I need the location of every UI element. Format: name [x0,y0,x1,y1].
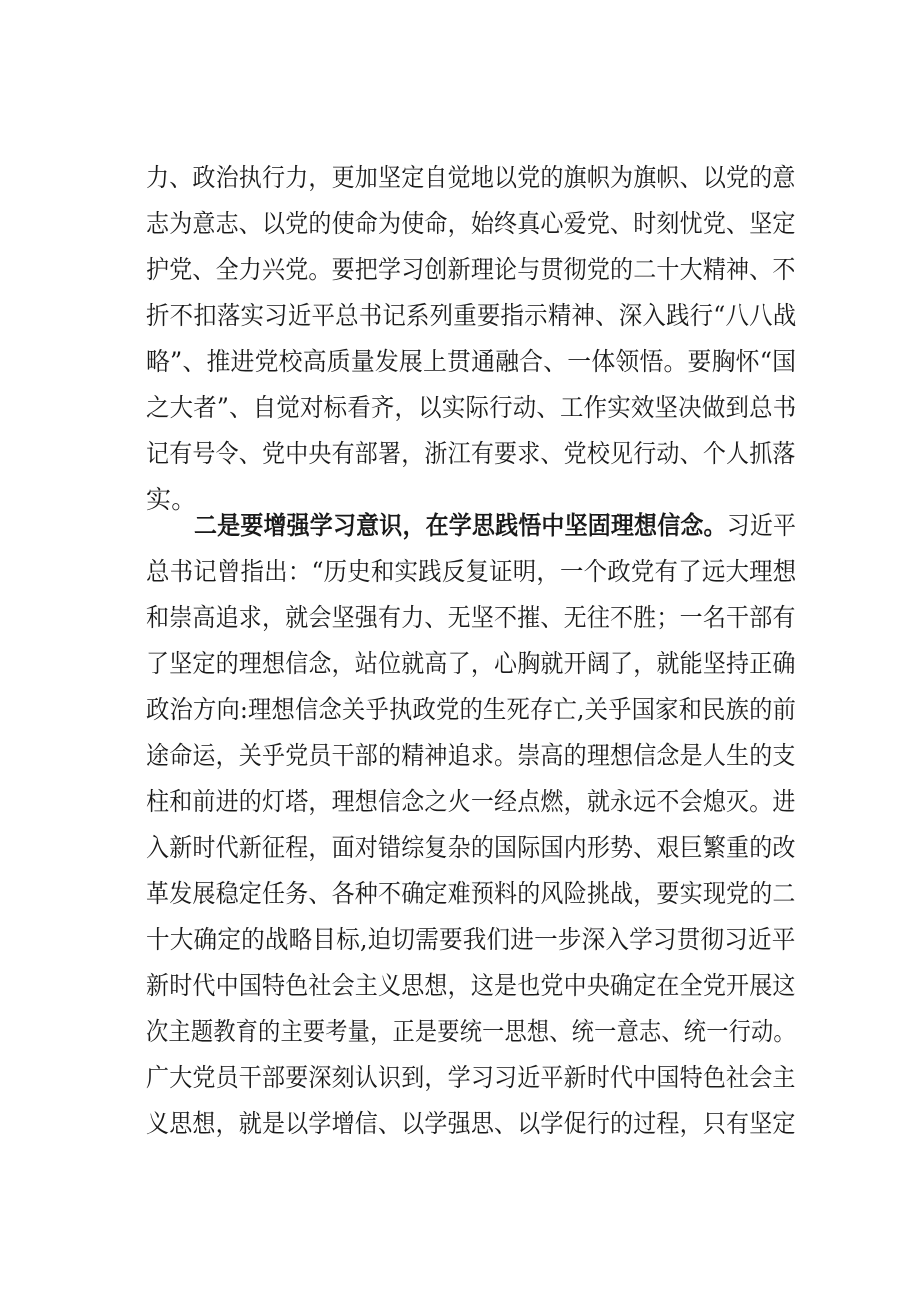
text-line: 总书记曾指出：“历史和实践反复证明，一个政党有了远大理想 [146,557,797,586]
text-line: 革发展稳定任务、各种不确定难预料的风险挑战，要实现党的二 [146,879,796,908]
text-line: 了坚定的理想信念，站位就高了，心胸就开阔了，就能坚持正确 [146,649,796,678]
text-line: 十大确定的战略目标,迫切需要我们进一步深入学习贯彻习近平 [146,925,796,954]
text-line: 入新时代新征程，面对错综复杂的国际国内形势、艰巨繁重的改 [146,833,796,862]
text-line: 新时代中国特色社会主义思想，这是也党中央确定在全党开展这 [146,971,796,1000]
text-line: 之大者”、自觉对标看齐，以实际行动、工作实效坚决做到总书 [146,393,797,422]
text-line: 政治方向:理想信念关乎执政党的生死存亡,关乎国家和民族的前 [146,695,797,724]
text-line: 柱和前进的灯塔，理想信念之火一经点燃，就永远不会熄灭。进 [146,787,796,816]
text-line: 次主题教育的主要考量，正是要统一思想、统一意志、统一行动。 [146,1017,796,1046]
paragraph-2-first-line [194,506,796,546]
text-line: 护党、全力兴党。要把学习创新理论与贯彻党的二十大精神、不 [146,255,796,284]
text-line: 途命运，关乎党员干部的精神追求。崇高的理想信念是人生的支 [146,741,796,770]
text-line: 折不扣落实习近平总书记系列重要指示精神、深入践行“八八战 [146,301,797,330]
text-line: 和崇高追求，就会坚强有力、无坚不摧、无往不胜；一名干部有 [146,603,796,632]
text-line: 略”、推进党校高质量发展上贯通融合、一体领悟。要胸怀“国 [146,347,797,376]
section-heading: 二是要增强学习意识，在学思践悟中坚固理想信念。 [194,511,727,540]
text-line: 记有号令、党中央有部署，浙江有要求、党校见行动、个人抓落 [146,439,796,468]
text-line: 广大党员干部要深刻认识到，学习习近平新时代中国特色社会主 [146,1063,796,1092]
heading-tail-text: 习近平 [726,511,797,540]
text-line: 实。 [146,485,197,514]
text-line: 力、政治执行力，更加坚定自觉地以党的旗帜为旗帜、以党的意 [146,163,796,192]
text-line: 志为意志、以党的使命为使命，始终真心爱党、时刻忧党、坚定 [146,209,796,238]
text-line: 义思想，就是以学增信、以学强思、以学促行的过程，只有坚定 [146,1109,796,1138]
